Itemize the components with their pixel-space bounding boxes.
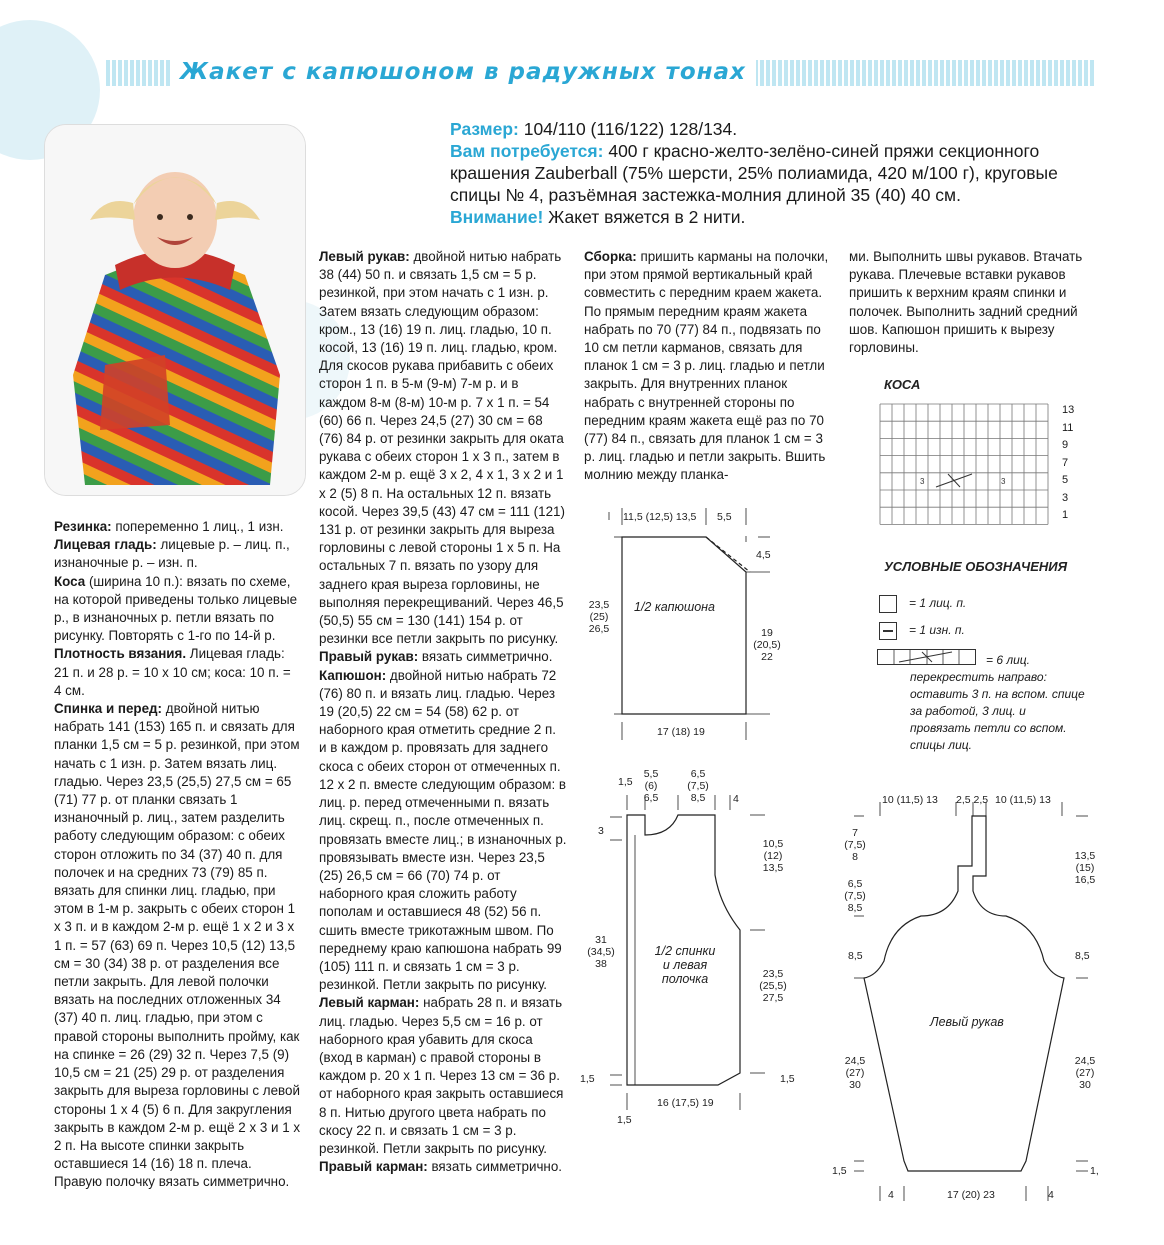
hood-left-h3: 26,5 bbox=[588, 623, 610, 635]
back-label-3: полочка bbox=[661, 972, 709, 986]
sleeve-right-135 bbox=[1068, 850, 1102, 886]
sleeve-left-245-3: 30 bbox=[849, 1079, 861, 1091]
kosa-mark-left: 3 bbox=[920, 477, 925, 486]
back-top-b3: 6,5 bbox=[643, 792, 659, 804]
page-title: Жакет с капюшоном в радужных тонах bbox=[170, 56, 756, 88]
sleeve-left-85: 8,5 bbox=[848, 950, 863, 962]
back-front-text: двойной нитью набрать 141 (153) 165 п. и связать для планки 1,5 см = 5 р. резинкой, при этом начать с 1 изн. р. Затем вязать лиц. гладью. Через 23,5 (25,5) 27,5 см = 65 (71) 77 р. от планки связать 1 изнаночный р. лиц., затем разделить работу следующим образом: с обеих сторон отложить по 34 (37) 40 п. для полочек и на средних 73 (79) 85 п. вязать для спинки лиц. гладью, при этом в 1-м р. закрыть с обеих сторон 1 х 3 п. и в каждом 2-м р. ещё 1 х 2 и 3 х 1 п. = 57 (63) 69 п. Через 10,5 (12) 13,5 см = 30 (34) 38 р. от разделения все петли закрыть. Для левой полочки вязать на последних отложенных 34 (37) 40 п. лиц. гладью, при этом с правой стороны выполнить пройму, как на спинке = 26 (29) 32 п. Через 7,5 (9) 10,5 см = 21 (25) 29 р. от разделения закрыть для выреза горловины с левой стороны 1 х 4 (5) 6 п. Для закругления закрыть в каждом 2-м р. ещё 2 х 3 и 1 х 2 п. На высоте спинки закрыть оставшиеся 14 (16) 18 п. плеча. Правую полочку вязать симметрично. bbox=[54, 701, 301, 1190]
size-label: Размер: bbox=[450, 119, 519, 139]
kosa-row-1: 1 bbox=[1062, 509, 1069, 521]
back-top-b1: 5,5 bbox=[643, 768, 659, 780]
legend-purl-text: = 1 изн. п. bbox=[909, 623, 965, 637]
back-right-top2: (12) bbox=[763, 850, 783, 862]
sleeve-right-85: 8,5 bbox=[1075, 950, 1090, 962]
hood-right-height bbox=[750, 627, 784, 663]
back-right-h3: 27,5 bbox=[762, 992, 784, 1004]
legend-cable-text: = 6 лиц. перекрестить направо: оставить 3 п. на вспом. спице за работой, 3 лиц. и провязать петли со вспом. спицы лиц. bbox=[910, 653, 1085, 752]
size-value: 104/110 (116/122) 128/134. bbox=[518, 119, 738, 139]
right-pocket-text: вязать симметрично. bbox=[427, 1159, 562, 1175]
column-1 bbox=[54, 518, 301, 1192]
sleeve-left-65-3: 8,5 bbox=[847, 902, 863, 914]
sleeve-right-135-2: (15) bbox=[1075, 862, 1095, 874]
cross-stroke-b bbox=[948, 474, 960, 487]
back-top-c2: (7,5) bbox=[687, 780, 709, 792]
sleeve-right-245-1: 24,5 bbox=[1074, 1055, 1096, 1067]
sleeve-schematic bbox=[836, 786, 1106, 1206]
sleeve-right-135-1: 13,5 bbox=[1074, 850, 1096, 862]
column-3 bbox=[584, 248, 832, 485]
sleeve-top-right: 10 (11,5) 13 bbox=[995, 794, 1051, 806]
back-label-2: и левая bbox=[662, 958, 708, 972]
photo-child-jacket bbox=[44, 124, 306, 496]
right-pocket-label: Правый карман: bbox=[319, 1159, 428, 1175]
hood-label: Капюшон: bbox=[319, 667, 387, 683]
hood-left-height bbox=[584, 599, 614, 635]
back-left-height bbox=[584, 934, 618, 970]
kosa-row-13: 13 bbox=[1062, 404, 1075, 416]
back-top-d: 4 bbox=[733, 793, 739, 805]
back-bottom: 16 (17,5) 19 bbox=[657, 1097, 714, 1109]
sleeve-left-7-2: (7,5) bbox=[844, 839, 866, 851]
materials-header bbox=[450, 118, 1090, 228]
need-value: 400 г красно-желто-зелёно-синей пряжи секционного крашения Zauberball (75% шерсти, 25% полиамида, 420 м/100 г), круговые спицы № 4, разъёмная застежка-молния длиной 35 (40) 40 см. bbox=[450, 141, 1058, 205]
stockinette-label: Лицевая гладь: bbox=[54, 537, 157, 553]
back-bottom-right: 1,5 bbox=[780, 1073, 795, 1085]
kosa-row-numbers bbox=[1062, 402, 1082, 525]
back-right-h1: 23,5 bbox=[762, 968, 784, 980]
kosa-row-11: 11 bbox=[1062, 421, 1074, 434]
back-left-h3: 38 bbox=[595, 958, 607, 970]
sleeve-left-7-3: 8 bbox=[852, 851, 858, 863]
back-top-b2: (6) bbox=[644, 780, 658, 792]
hood-text: двойной нитью набрать 72 (76) 80 п. и вязать лиц. гладью. Через 19 (20,5) 22 см = 54 (58) 62 р. от наборного края отметить средние 2 п. и в каждом р. провязать для заднего скоса с обеих сторон от отмеченных п. 12 х 2 п. вместе следующим образом: в лиц. р. перед отмеченными п. вязать лиц. скрещ. п., после отмеченных п. провязать вместе лиц.; в изнаночных р. провязывать вместе изн. Через 23,5 (25) 26,5 см = 66 (70) 74 р. от наборного края сложить работу пополам и оставшиеся 48 (52) 56 п. сшить вместе трикотажным швом. По переднему краю капюшона набрать 99 (105) 111 п. и связать 1 см = 3 р. резинкой. Петли закрыть по рисунку. bbox=[319, 667, 567, 993]
gauge-text: Лицевая гладь: 21 п. и 28 р. = 10 х 10 см; коса: 10 п. = 4 см. bbox=[54, 646, 291, 698]
rib-text: попеременно 1 лиц., 1 изн. bbox=[111, 519, 284, 534]
sleeve-right-15: 1, bbox=[1090, 1165, 1099, 1177]
back-left-h2: (34,5) bbox=[587, 946, 615, 958]
legend-title: УСЛОВНЫЕ ОБОЗНАЧЕНИЯ bbox=[884, 559, 1068, 574]
sleeve-left-65-1: 6,5 bbox=[847, 878, 863, 890]
legend-knit-text: = 1 лиц. п. bbox=[909, 596, 967, 610]
gauge-label: Плотность вязания. bbox=[54, 646, 187, 662]
sleeve-bottom-left: 4 bbox=[888, 1189, 894, 1201]
back-top-b bbox=[638, 768, 664, 804]
sleeve-left-7 bbox=[840, 827, 870, 863]
sleeve-right-135-3: 16,5 bbox=[1074, 874, 1096, 886]
kosa-mark-right: 3 bbox=[1001, 477, 1006, 486]
hood-right-h2: (20,5) bbox=[753, 639, 781, 651]
attention-label: Внимание! bbox=[450, 207, 544, 227]
hood-right-h3: 22 bbox=[761, 651, 773, 663]
back-top-c bbox=[682, 768, 714, 804]
sleeve-left-245 bbox=[840, 1055, 870, 1091]
hood-top-dims: 11,5 (12,5) 13,5 bbox=[623, 511, 697, 523]
sleeve-left-65 bbox=[840, 878, 870, 914]
kosa-chart bbox=[876, 403, 1056, 525]
kosa-row-9: 9 bbox=[1062, 439, 1069, 451]
sleeve-right-245-2: (27) bbox=[1075, 1067, 1095, 1079]
back-right-height bbox=[756, 968, 790, 1004]
back-right-top bbox=[756, 838, 790, 874]
back-top-a: 1,5 bbox=[618, 776, 633, 788]
hood-left-h1: 23,5 bbox=[588, 599, 610, 611]
hood-left-h2: (25) bbox=[589, 611, 609, 623]
hood-label: 1/2 капюшона bbox=[634, 600, 715, 614]
sleeve-left-15: 1,5 bbox=[832, 1165, 847, 1177]
back-top-c3: 8,5 bbox=[690, 792, 706, 804]
attention-value: Жакет вяжется в 2 нити. bbox=[543, 207, 746, 227]
kosa-row-5: 5 bbox=[1062, 474, 1069, 486]
need-label: Вам потребуется: bbox=[450, 141, 604, 161]
left-sleeve-label: Левый рукав: bbox=[319, 249, 410, 264]
right-sleeve-text: вязать симметрично. bbox=[418, 649, 553, 665]
assembly-label: Сборка: bbox=[584, 249, 637, 264]
kosa-row-7: 7 bbox=[1062, 456, 1069, 469]
legend-knit-symbol bbox=[879, 595, 897, 613]
cable-text: (ширина 10 п.): вязать по схеме, на которой приведены только лицевые р., в изнаночных р. петли вязать по рисунку. Повторять с 1-го по 14-й р. bbox=[54, 573, 298, 644]
sleeve-left-65-2: (7,5) bbox=[844, 890, 866, 902]
hood-right-top: 4,5 bbox=[756, 549, 771, 561]
assembly-text: пришить карманы на полочки, при этом прямой вертикальный край совместить с передним краем жакета. По прямым передним краям жакета набрать по 70 (77) 84 п., подвязать по 10 см петли карманов, связать для планок 1 см = 3 р. лиц. гладью и петли закрыть. Для внутренних планок набрать с внутренней стороны по передним краям жакета ещё раз по 70 (77) 84 п., связать для планок 1 см = 3 р. лиц. гладью и петли закрыть. Вшить молнию между планка- bbox=[584, 249, 829, 483]
back-top-c1: 6,5 bbox=[690, 768, 706, 780]
back-right-h2: (25,5) bbox=[759, 980, 787, 992]
back-bottom-left: 1,5 bbox=[580, 1073, 595, 1085]
sleeve-left-245-1: 24,5 bbox=[844, 1055, 866, 1067]
back-right-top1: 10,5 bbox=[762, 838, 784, 850]
back-left-h1: 31 bbox=[595, 934, 607, 946]
back-label-1: 1/2 спинки bbox=[654, 944, 716, 958]
left-pocket-label: Левый карман: bbox=[319, 995, 420, 1011]
sleeve-top-mid: 2,5 2,5 bbox=[956, 794, 989, 806]
photo-illustration bbox=[45, 125, 305, 495]
cable-label: Коса bbox=[54, 573, 86, 589]
rib-label: Резинка: bbox=[54, 519, 112, 534]
sleeve-left-7-1: 7 bbox=[852, 827, 858, 839]
left-sleeve-text: двойной нитью набрать 38 (44) 50 п. и связать 1,5 см = 5 р. резинкой, при этом начать с 1 изн. р. Затем вязать следующим образом: кром., 13 (16) 19 п. лиц. гладью, 10 п. косой, 13 (16) 19 п. лиц. гладью, кром. Для скосов рукава прибавить с обеих сторон 1 п. в 5-м (9-м) 7-м р. и в каждом 8-м (8-м) 10-м р. 7 х 1 п. = 54 (60) 66 п. Через 24,5 (27) 30 см = 68 (76) 84 р. от резинки закрыть для оката рукава с обеих сторон 1 х 3 п., затем в каждом 2-м р. ещё 3 х 2, 4 х 1, 3 х 2 и 1 х 2 (5) 8 п. На остальных 12 п. вязать косой. Через 39,5 (43) 47 см = 111 (121) 131 р. от резинки закрыть для выреза горловины с левой стороны 1 х 5 п. На остальных 7 п. вязать по узору для заднего края выреза горловины, не выполняя перекрещиваний. Через 46,5 (50,5) 55 см = 130 (141) 154 р. от резинки все петли закрыть по рисунку. bbox=[319, 249, 565, 647]
kosa-row-3: 3 bbox=[1062, 491, 1069, 504]
column-4 bbox=[849, 248, 1099, 357]
back-label bbox=[640, 944, 730, 986]
hood-bottom: 17 (18) 19 bbox=[657, 726, 705, 738]
sleeve-right-245 bbox=[1068, 1055, 1102, 1091]
sleeve-label: Левый рукав bbox=[930, 1015, 1004, 1029]
back-left-3: 3 bbox=[598, 825, 604, 837]
sleeve-right-245-3: 30 bbox=[1079, 1079, 1091, 1091]
hood-top-right: 5,5 bbox=[717, 511, 732, 523]
right-sleeve-label: Правый рукав: bbox=[319, 649, 419, 665]
sleeve-top-left: 10 (11,5) 13 bbox=[882, 794, 938, 806]
sleeve-bottom: 17 (20) 23 bbox=[947, 1189, 995, 1201]
back-right-top3: 13,5 bbox=[762, 862, 784, 874]
back-bottom-under: 1,5 bbox=[617, 1114, 632, 1126]
column-2 bbox=[319, 248, 567, 1176]
legend-purl-symbol bbox=[879, 622, 897, 640]
sleeve-left-245-2: (27) bbox=[845, 1067, 865, 1079]
stockinette-text: лицевые р. – лиц. п., изнаночные р. – изн. п. bbox=[54, 537, 290, 571]
hood-right-h1: 19 bbox=[761, 627, 773, 639]
kosa-title: КОСА bbox=[884, 377, 921, 392]
sleeve-bottom-right: 4 bbox=[1048, 1189, 1054, 1201]
left-pocket-text: набрать 28 п. и вязать лиц. гладью. Через 5,5 см = 16 р. от наборного края убавить для скоса (вход в карман) с правой стороны в каждом р. 20 х 1 п. Через 13 см = 36 р. от наборного края закрыть оставшиеся 8 п. Нитью другого цвета набрать по скосу 22 п. и связать 1 см = 3 р. резинкой. Петли закрыть по рисунку. bbox=[319, 995, 564, 1156]
assembly-continued: ми. Выполнить швы рукавов. Втачать рукава. Плечевые вставки рукавов пришить к верхним краям спинки и полочек. Выполнить задний средний шов. Капюшон пришить к вырезу горловины. bbox=[849, 249, 1083, 356]
back-front-label: Спинка и перед: bbox=[54, 701, 163, 717]
